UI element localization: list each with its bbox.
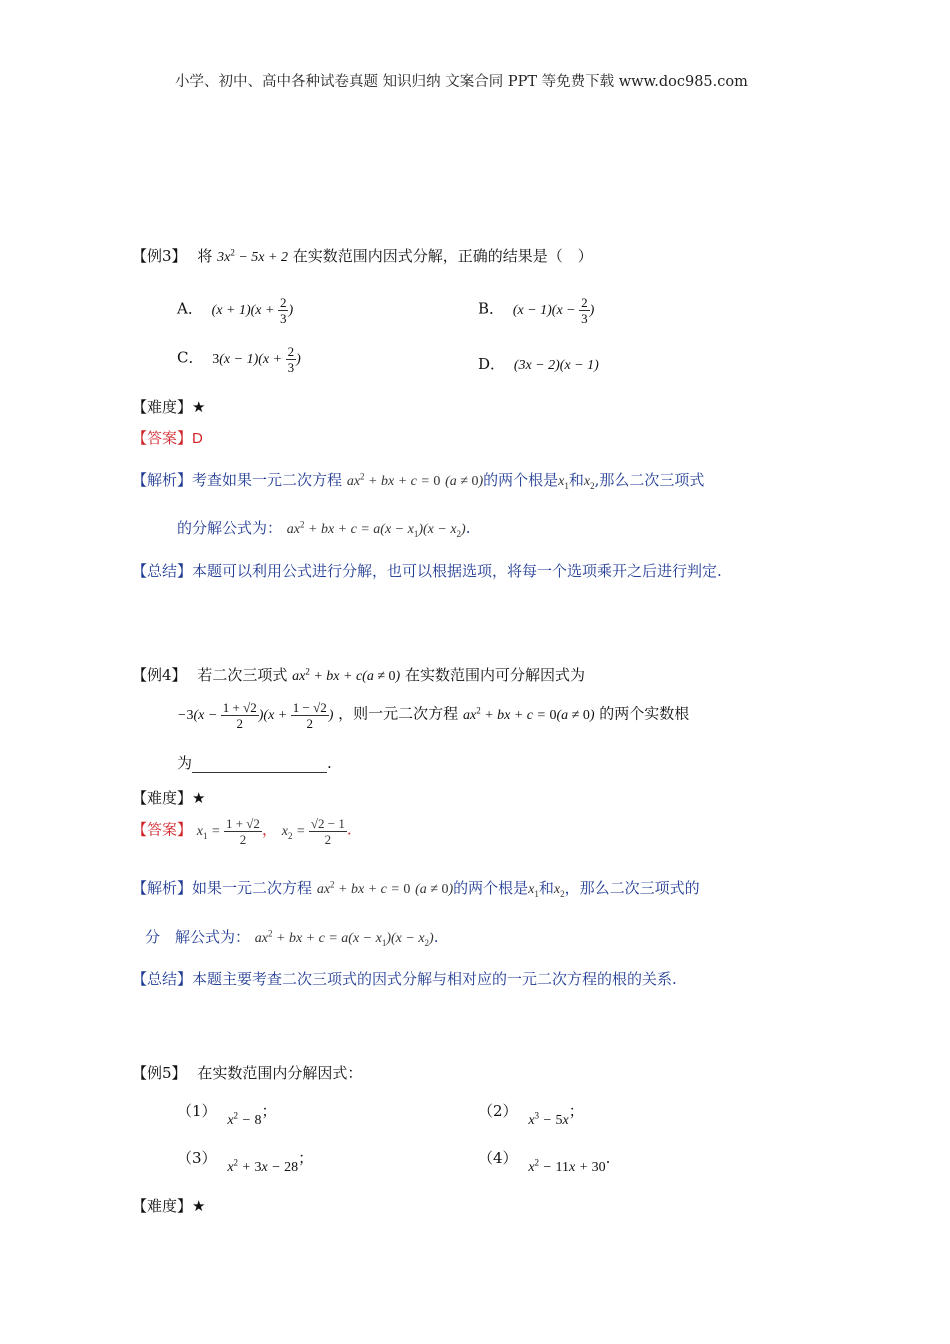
summary: 【总结】本题主要考查二次三项式的因式分解与相对应的一元二次方程的根的关系. xyxy=(132,970,677,988)
analysis-line-1: 【解析】考查如果一元二次方程 $ax^2$ + bx + c = 0 (a ≠ 0)的两个根是$x_1$和$x_2$,那么二次三项式 xyxy=(132,471,705,491)
option-b[interactable]: B． (x − 1)(x − $\frac{2}{3}$ ) xyxy=(478,295,595,326)
answer: 【答案】D xyxy=(132,429,203,447)
example-4-question-line-2: −3(x − $\frac{1 + √2}{2}$ )(x + $\frac{1 - √2}{2}$ ) ，则一元二次方程 $ax^2$ + bx + c = 0(a ≠ 0) 的两个实数根 xyxy=(177,700,690,731)
answer: 【答案】 $x_1$ = $\frac{1 + √2}{2}$ ， $x_2$ = $\frac{√2 - 1}{2}$ . xyxy=(132,816,352,847)
item-2: （2） $x^3 - 5x$； xyxy=(478,1102,584,1128)
example-label: 【例3】 xyxy=(132,247,187,265)
analysis-line-2: 的分解公式为： $ax^2$ + bx + $c = a(x - x_1)(x - x_2)$. xyxy=(177,519,471,539)
example-4-question-line-1: 【例4】 若二次三项式 $ax^2$ + bx + c(a ≠ 0) 在实数范围内可分解因式为 xyxy=(132,666,585,684)
example-label: 【例5】 xyxy=(132,1064,187,1082)
difficulty: 【难度】★ xyxy=(132,1197,206,1215)
difficulty: 【难度】★ xyxy=(132,398,206,416)
example-4-question-line-3: 为 . xyxy=(177,754,332,772)
answer-blank[interactable] xyxy=(192,758,327,773)
star-icon: ★ xyxy=(192,789,206,807)
item-1: （1） $x^2 - 8$； xyxy=(177,1102,277,1128)
option-a[interactable]: A． (x + 1)(x + $\frac{2}{3}$ ) xyxy=(177,295,294,326)
star-icon: ★ xyxy=(192,1197,206,1215)
item-3: （3） $x^2 + 3x - 28$； xyxy=(177,1149,314,1175)
summary: 【总结】本题可以利用公式进行分解，也可以根据选项，将每一个选项乘开之后进行判定. xyxy=(132,562,722,580)
analysis-line-2: 分 解公式为： $ax^2$ + bx + $c = a(x - x_1)(x - x_2)$. xyxy=(145,928,439,948)
page-header: 小学、初中、高中各种试卷真题 知识归纳 文案合同 PPT 等免费下载 www.doc985.com xyxy=(175,74,748,90)
difficulty: 【难度】★ xyxy=(132,789,206,807)
option-c[interactable]: C． 3(x − 1)(x + $\frac{2}{3}$ ) xyxy=(177,344,301,375)
example-5-question: 【例5】 在实数范围内分解因式： xyxy=(132,1064,363,1082)
analysis-line-1: 【解析】如果一元二次方程 $ax^2$ + bx + c = 0 (a ≠ 0)的两个根是$x_1$和$x_2$，那么二次三项式的 xyxy=(132,879,700,899)
option-d[interactable]: D． (3x − 2)(x − 1) xyxy=(478,355,599,373)
item-4: （4） $x^2 - 11x + 30$. xyxy=(478,1149,611,1175)
star-icon: ★ xyxy=(192,398,206,416)
math-expression: $3x^2 - 5x + 2$ xyxy=(217,247,288,265)
example-label: 【例4】 xyxy=(132,666,187,684)
example-3-question: 【例3】 将 $3x^2 - 5x + 2$ 在实数范围内因式分解，正确的结果是（ ） xyxy=(132,247,593,265)
